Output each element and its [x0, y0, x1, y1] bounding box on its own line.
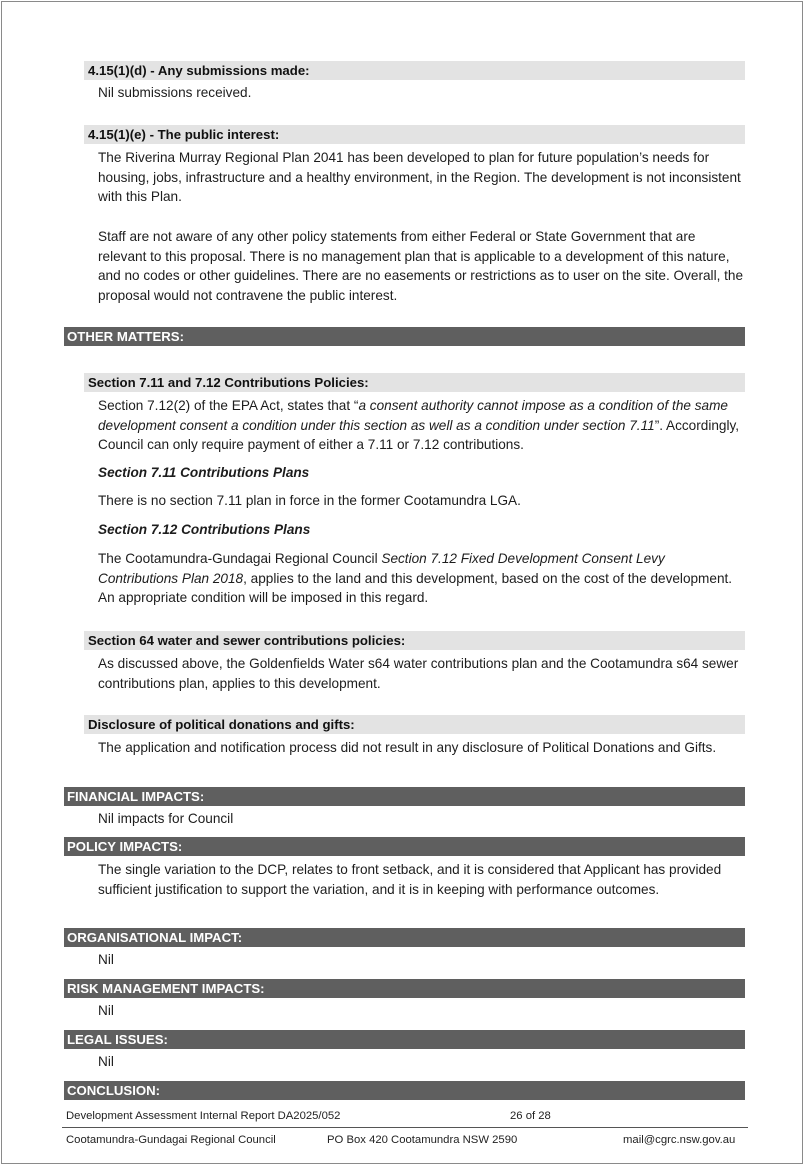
footer-council-name: Cootamundra-Gundagai Regional Council: [66, 1134, 276, 1146]
footer-report-title: Development Assessment Internal Report DA2025/052: [66, 1110, 341, 1122]
donations-heading: Disclosure of political donations and gifts:: [84, 715, 745, 734]
risk-management-bar: RISK MANAGEMENT IMPACTS:: [64, 979, 745, 998]
policy-impacts-text: The single variation to the DCP, relates to front setback, and it is considered that Applicant has provided sufficient justification to support the variation, and it is in keeping with performance outcomes.: [98, 862, 722, 897]
contributions-712-heading: Section 7.12 Contributions Plans: [98, 522, 311, 537]
legal-issues-text: Nil: [98, 1054, 114, 1069]
financial-impacts-text: Nil impacts for Council: [98, 811, 234, 826]
organisational-impact-bar: ORGANISATIONAL IMPACT:: [64, 928, 745, 947]
contributions-711-heading: Section 7.11 Contributions Plans: [98, 465, 310, 480]
contributions-711-text: There is no section 7.11 plan in force in the former Cootamundra LGA.: [98, 493, 521, 508]
other-matters-bar: OTHER MATTERS:: [64, 327, 745, 346]
footer-page-number: 26 of 28: [510, 1110, 551, 1122]
contributions-712-text: The Cootamundra-Gundagai Regional Council Section 7.12 Fixed Development Consent Levy Contributions Plan 2018, applies to the land and this development, based on the cost of the development. An appropriate condition will be imposed in this regard.: [98, 551, 733, 606]
contributions-heading: Section 7.11 and 7.12 Contributions Policies:: [84, 373, 745, 392]
donations-text: The application and notification process did not result in any disclosure of Political Donations and Gifts.: [98, 740, 717, 755]
s64-text: As discussed above, the Goldenfields Water s64 water contributions plan and the Cootamundra s64 sewer contributions plan, applies to this development.: [98, 656, 739, 691]
s64-heading: Section 64 water and sewer contributions policies:: [84, 631, 745, 650]
policy-impacts-bar: POLICY IMPACTS:: [64, 837, 745, 856]
financial-impacts-bar: FINANCIAL IMPACTS:: [64, 787, 745, 806]
footer-address: PO Box 420 Cootamundra NSW 2590: [327, 1134, 518, 1146]
footer-divider: [62, 1127, 748, 1128]
organisational-impact-text: Nil: [98, 952, 114, 967]
public-interest-para-2: Staff are not aware of any other policy statements from either Federal or State Government that are relevant to this proposal. There is no management plan that is applicable to a development of this nature, and no codes or other guidelines. There are no easements or restrictions as to user on the site. Overall, the proposal would not contravene the public interest.: [98, 229, 744, 303]
footer-email: mail@cgrc.nsw.gov.au: [623, 1134, 736, 1146]
conclusion-bar: CONCLUSION:: [64, 1081, 745, 1100]
contributions-para: Section 7.12(2) of the EPA Act, states that “a consent authority cannot impose as a condition of the same development consent a condition under this section as well as a condition under section 7.11”. Accordingly, Council can only require payment of either a 7.11 or 7.12 contributions.: [98, 398, 740, 453]
submissions-text: Nil submissions received.: [98, 85, 252, 100]
public-interest-heading: 4.15(1)(e) - The public interest:: [84, 125, 745, 144]
public-interest-para-1: The Riverina Murray Regional Plan 2041 has been developed to plan for future population’s needs for housing, jobs, infrastructure and a healthy environment, in the Region. The development is not inconsistent with this Plan.: [98, 150, 741, 205]
risk-management-text: Nil: [98, 1003, 114, 1018]
submissions-heading: 4.15(1)(d) - Any submissions made:: [84, 61, 745, 80]
legal-issues-bar: LEGAL ISSUES:: [64, 1030, 745, 1049]
